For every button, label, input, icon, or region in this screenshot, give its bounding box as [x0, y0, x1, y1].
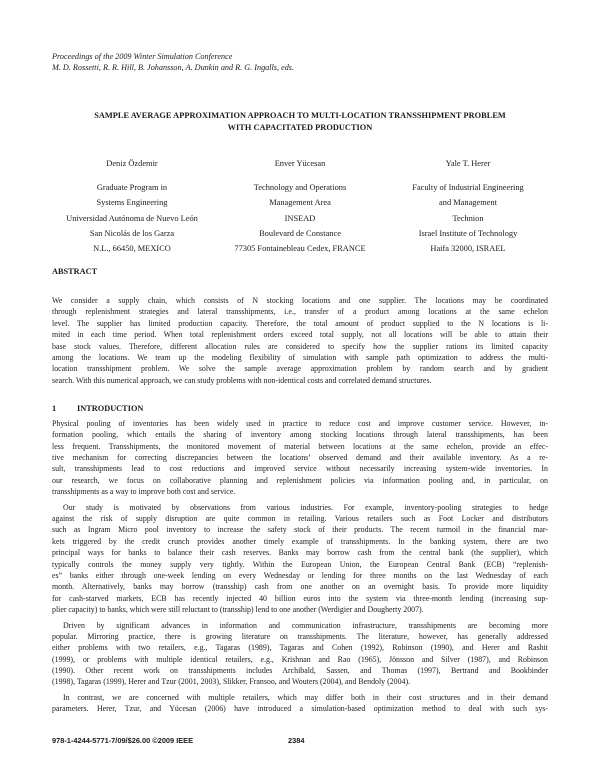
text-line: typically controls the money supply very tightly. Within the European Union, the European Central Bank (ECB) “replenish- [52, 559, 548, 569]
paragraph [52, 502, 548, 615]
affiliation-line: Technology and Operations [253, 183, 347, 193]
abstract-line: We consider a supply chain, which consists of N stocking locations and one supplier. The locations may be coordinated [52, 296, 548, 305]
affiliation-line: Haifa 32000, ISRAEL [430, 244, 506, 254]
affiliation-line: and Management [439, 198, 497, 208]
text-line: es” banks either through one-week lending on every Wednesday or lending for three months on the last Wednesday of each [52, 570, 548, 580]
text-line: popular. Mirroring practice, there is growing literature on transshipments. The literature, however, has generally addressed [52, 631, 548, 641]
paragraph [52, 692, 548, 715]
page-number: 2384 [288, 736, 305, 745]
section-title: INTRODUCTION [77, 404, 144, 413]
abstract-line: mited in each time period. When total replenishment orders exceed total supply, not all locations will be able to attain their [52, 330, 548, 340]
affiliation-line: Faculty of Industrial Engineering [412, 183, 524, 193]
text-line: month. Alternatively, banks may borrow (transship) cash from one another on an overnight basis. To provide more liquidity [52, 582, 548, 592]
text-line: for cash-starved markets, ECB has recently injected 40 billion euros into the system via three-month lending (increasing sup- [52, 593, 548, 603]
text-line: Physical pooling of inventories has been widely used in practice to reduce cost and improve customer service. However, in- [52, 419, 548, 428]
affiliation-line: Systems Engineering [96, 198, 168, 208]
paper-title-line-1: SAMPLE AVERAGE APPROXIMATION APPROACH TO MULTI-LOCATION TRANSSHIPMENT PROBLEM [94, 111, 506, 120]
text-line: either problems with two retailers, e.g., Tagaras (1989), Tagaras and Cohen (1992), Robinson (1990), and Herer and Rashit [52, 643, 548, 653]
author-yucesan [220, 156, 380, 256]
author-ozdemir [52, 156, 212, 256]
affiliation-line: Boulevard de Constance [259, 228, 341, 238]
abstract-line: level. The supplier has limited production capacity. Therefore, the total amount of product supplied to the N locations is li- [52, 318, 548, 328]
author-block [52, 156, 548, 256]
affiliation-line: N.L., 66450, MEXICO [93, 244, 171, 254]
abstract-line: through replenishment strategies and lateral transshipments, i.e., transfer of a product among locations at the same echelon [52, 307, 548, 317]
paper-title [40, 110, 560, 133]
author-herer [388, 156, 548, 256]
text-line: parameters. Herer, Tzur, and Yücesan (2006) have introduced a simulation-based optimization method to deal with such sys- [52, 704, 548, 714]
proceedings-title: Proceedings of the 2009 Winter Simulation Conference [52, 52, 233, 61]
text-line: our research, we focus on collaborative planning and replenishment policies via information pooling and, in particular, on [52, 475, 548, 485]
section-number: 1 [52, 404, 57, 413]
text-line: kets triggered by the credit crunch provides another timely example of transshipments. In the banking system, there are two [52, 536, 548, 546]
text-line: transshipments as a way to improve both cost and service. [52, 487, 236, 497]
affiliation-line: Universidad Autónoma de Nuevo León [66, 213, 198, 223]
abstract-line: base stock values. Therefore, different allocation rules are considered to specify how the supplier rations its limited capacity [52, 341, 548, 351]
affiliation-line: Management Area [269, 198, 331, 208]
proceedings-editors: M. D. Rossetti, R. R. Hill, B. Johansson, A. Dunkin and R. G. Ingalls, eds. [52, 62, 295, 72]
text-line: Our study is motivated by observations from various industries. For example, inventory-pooling strategies to hedge [63, 502, 548, 512]
text-line: (1999), or problems with multiple identical retailers, e.g., Krishnan and Rao (1965), Jönsson and Silver (1987), and Robinson [52, 654, 548, 664]
author-name: Enver Yücesan [274, 159, 326, 168]
paragraph [52, 620, 548, 688]
affiliation-line: INSEAD [284, 213, 316, 223]
abstract-text [52, 295, 548, 386]
affiliation-line: Graduate Program in [96, 183, 168, 193]
affiliation-line: Israel Institute of Technology [418, 228, 518, 238]
page-footer [52, 736, 548, 748]
text-line: less frequent. Transshipments, the monitored movement of material between locations at the same echelon, provide an effec- [52, 441, 548, 451]
paper-title-line-2: WITH CAPACITATED PRODUCTION [227, 122, 373, 132]
text-line: Driven by significant advances in information and communication infrastructure, transshipments are becoming more [63, 620, 548, 630]
abstract-heading: ABSTRACT [52, 267, 98, 276]
affiliation-line: 77305 Fontainebleau Cedex, FRANCE [234, 244, 366, 254]
affiliation-line: Technion [452, 213, 484, 223]
text-line: (1998), Tagaras (1999), Herer and Tzur (2001, 2003), Slikker, Fransoo, and Wouters (2004), and Bendoly (2004). [52, 677, 411, 687]
text-line: In contrast, we are concerned with multiple retailers, which may differ both in their cost structures and in their demand [63, 693, 548, 703]
affiliation-line: San Nicolás de los Garza [89, 228, 175, 238]
proceedings-header [52, 52, 294, 74]
author-name: Yale T. Herer [445, 159, 491, 168]
text-line: such as Ingram Micro pool inventory to increase the safety stock of their products. The recent turmoil in the financial mar- [52, 525, 548, 535]
abstract-line: among the locations. We team up the modeling flexibility of simulation with sample path optimization to address the multi- [52, 353, 548, 363]
text-line: formation pooling, which entails the sharing of inventory among stocking locations through lateral transshipments, has been [52, 430, 548, 440]
author-name: Deniz Özdemir [106, 159, 158, 168]
text-line: plier capacity) to banks, which were still reluctant to (transship) lend to one another (Werdigier and Dougherty 2007). [52, 604, 424, 614]
text-line: principal ways for banks to balance their cash reserves. Banks may borrow cash from the central bank (the supplier), which [52, 548, 548, 558]
isbn-copyright: 978-1-4244-5771-7/09/$26.00 ©2009 IEEE [52, 736, 194, 745]
paragraph [52, 418, 548, 497]
text-line: (1990). Other recent work on transshipments includes Archibald, Sassen, and Thomas (1997), Bertrand and Bookbinder [52, 666, 548, 675]
text-line: sult, transshipments lead to cost reductions and improved service without necessarily increasing system-wide inventories. In [52, 464, 548, 474]
abstract-line: search. With this numerical approach, we can study problems with non-identical costs and correlated demand structures. [52, 375, 432, 385]
abstract-line: location transshipment problem. We solve the sample average approximation problem by random search and by gradient [52, 364, 548, 374]
text-line: tive mechanism for correcting discrepancies between the locations’ observed demand and their available inventory. As a re- [52, 453, 548, 463]
section-heading [52, 404, 143, 413]
section-body [52, 418, 548, 719]
text-line: against the risk of supply disruption are quite common in retailing. Various retailers such as Foot Locker and distributors [52, 514, 548, 524]
